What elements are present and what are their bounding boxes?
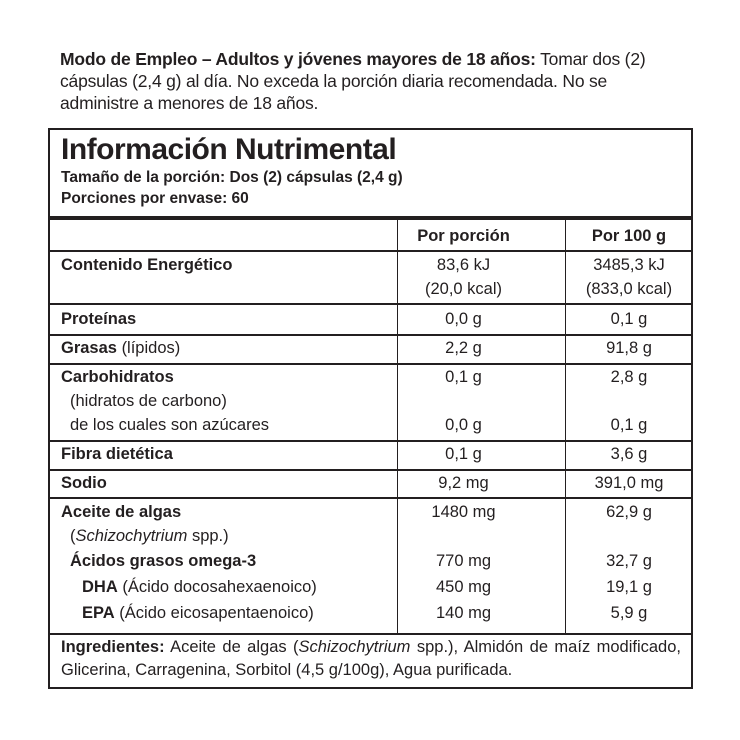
row-dha-label-group [82, 576, 317, 598]
row-carbs-sub1: (hidratos de carbono) [70, 392, 227, 410]
row-protein-label: Proteínas [61, 310, 137, 328]
row-energy-label: Contenido Energético [61, 256, 233, 274]
species-name: Schizochytrium [75, 527, 188, 545]
row-sodium-per-serving: 9,2 mg [438, 474, 489, 492]
row-fiber-label: Fibra dietética [61, 445, 173, 463]
row-carbs-per-serving: 0,1 g [445, 368, 482, 386]
species-close: spp.) [187, 527, 229, 545]
row-sodium-per-100g: 391,0 mg [594, 474, 664, 492]
row-carbs-label: Carbohidratos [61, 368, 174, 386]
row-sugars-per-serving: 0,0 g [445, 416, 482, 434]
row-fat-per-serving: 2,2 g [445, 339, 482, 357]
divider [50, 469, 691, 471]
ingredients-label: Ingredientes: [61, 638, 165, 656]
row-epa-per-serving: 140 mg [435, 604, 492, 622]
row-algae-oil-label: Aceite de algas [61, 503, 182, 521]
row-algae-oil-species [70, 525, 229, 547]
row-dha-label-extra: (Ácido docosahexaenoico) [122, 578, 317, 596]
row-sugars-label: de los cuales son azúcares [70, 416, 270, 434]
row-carbs-per-100g: 2,8 g [610, 368, 648, 386]
row-fat-label-extra: (lípidos) [121, 339, 181, 357]
servings-per-container: Porciones por envase: 60 [61, 190, 249, 207]
row-dha-per-100g: 19,1 g [606, 578, 652, 596]
col-header-per-serving: Por porción [417, 227, 510, 245]
usage-text: Tomar dos (2) cápsulas (2,4 g) al día. No exceda la porción diaria recomendada. No se administre a menores de 18 años. [60, 49, 646, 113]
usage-instructions [60, 48, 686, 114]
nutrition-panel [48, 128, 693, 689]
divider [50, 497, 691, 499]
row-epa-per-100g: 5,9 g [610, 604, 648, 622]
row-energy-per-100g-kj: 3485,3 kJ [593, 256, 665, 274]
divider-ingredients [50, 633, 691, 635]
col-header-per-100g: Por 100 g [591, 227, 667, 245]
column-separator [565, 218, 566, 635]
divider-header [50, 250, 691, 252]
ingredients [61, 636, 681, 682]
panel-title: Información Nutrimental [61, 133, 397, 166]
species-open: ( [70, 527, 76, 545]
usage-label: Modo de Empleo – Adultos y jóvenes mayores de 18 años: [60, 49, 536, 69]
row-fiber-per-100g: 3,6 g [610, 445, 648, 463]
row-energy-per-serving-kj: 83,6 kJ [436, 256, 491, 274]
row-protein-per-serving: 0,0 g [445, 310, 482, 328]
ingredients-species: Schizochytrium [298, 638, 411, 656]
row-epa-label-group [82, 602, 314, 624]
row-omega3-per-100g: 32,7 g [606, 552, 652, 570]
divider [50, 440, 691, 442]
row-fat-per-100g: 91,8 g [606, 339, 652, 357]
row-dha-per-serving: 450 mg [435, 578, 492, 596]
row-sugars-per-100g: 0,1 g [610, 416, 648, 434]
divider [50, 363, 691, 365]
row-fiber-per-serving: 0,1 g [445, 445, 482, 463]
row-algae-oil-per-serving: 1480 mg [431, 503, 496, 521]
column-separator [397, 218, 398, 635]
divider [50, 303, 691, 305]
ingredients-text-b: spp.), Almidón de maíz modificado, Glicerina, Carragenina, Sorbitol (4,5 g/100g), Agua purificada. [61, 638, 681, 679]
row-omega3-label: Ácidos grasos omega-3 [70, 552, 257, 570]
ingredients-text-a: Aceite de algas ( [170, 638, 299, 656]
row-epa-label-extra: (Ácido eicosapentaenoico) [119, 604, 314, 622]
serving-size: Tamaño de la porción: Dos (2) cápsulas (2,4 g) [61, 169, 403, 186]
row-fat-label: Grasas [61, 339, 117, 357]
row-fat-label-group [61, 337, 180, 359]
row-omega3-per-serving: 770 mg [435, 552, 492, 570]
row-dha-label: DHA [82, 578, 118, 596]
row-protein-per-100g: 0,1 g [610, 310, 648, 328]
row-energy-per-serving-kcal: (20,0 kcal) [424, 280, 503, 298]
row-algae-oil-per-100g: 62,9 g [606, 503, 652, 521]
divider-thick [50, 216, 691, 220]
row-energy-per-100g-kcal: (833,0 kcal) [585, 280, 673, 298]
row-sodium-label: Sodio [61, 474, 107, 492]
divider [50, 334, 691, 336]
row-epa-label: EPA [82, 604, 115, 622]
